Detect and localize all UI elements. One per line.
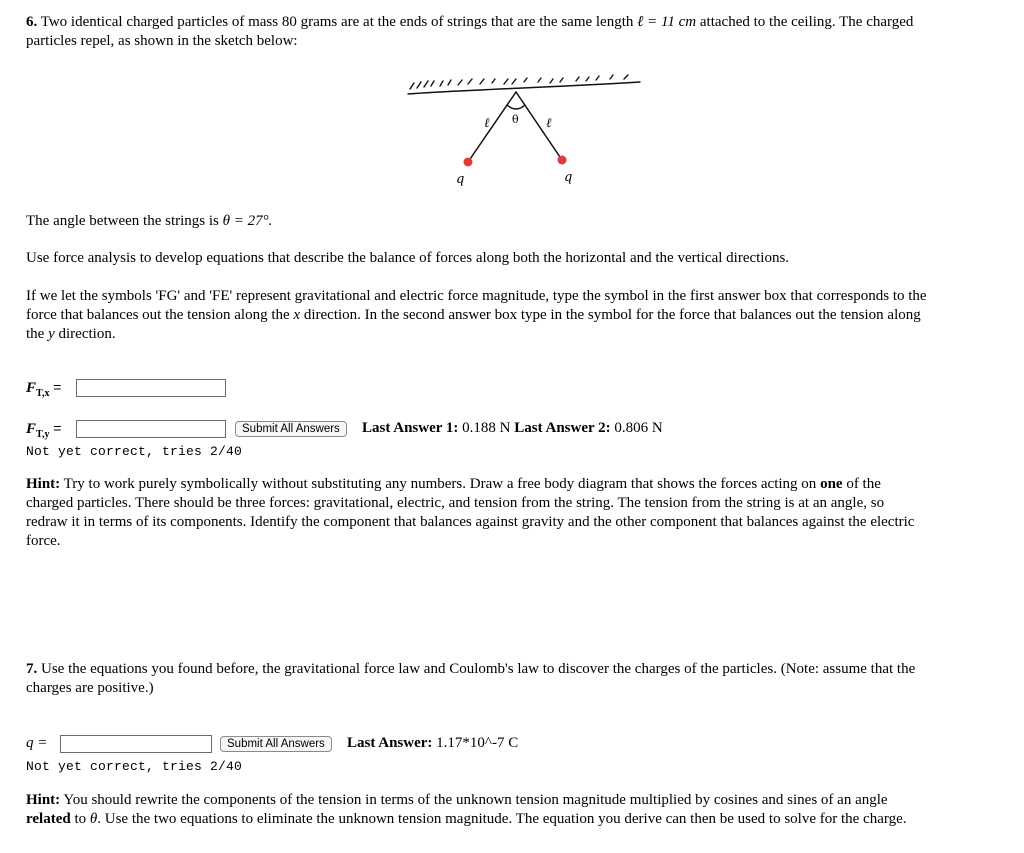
label-ftx-eq: = xyxy=(53,379,62,395)
q6-submit-button[interactable]: Submit All Answers xyxy=(235,421,347,437)
q7-status: Not yet correct, tries 2/40 xyxy=(26,759,243,774)
q6-intro-tail: attached to the ceiling. The charged xyxy=(699,14,914,30)
q7-hint-label: Hint: xyxy=(26,792,61,808)
fty-answer-input[interactable] xyxy=(76,420,226,438)
left-string xyxy=(468,92,516,162)
label-q: q = xyxy=(26,735,48,751)
instructions-line2a: force that balances out the tension along the xyxy=(26,307,290,323)
q6-hint-4: force. xyxy=(26,533,61,549)
label-fty-eq: = xyxy=(53,420,62,436)
angle-statement xyxy=(26,212,272,231)
q6-intro-line2: particles repel, as shown in the sketch below: xyxy=(26,33,298,49)
q7-last-answer xyxy=(347,734,518,753)
q7-number: 7. xyxy=(26,661,38,677)
q-answer-input[interactable] xyxy=(60,735,212,753)
q7-hint-2a: to xyxy=(74,811,87,827)
label-fty xyxy=(26,420,61,440)
q6-status: Not yet correct, tries 2/40 xyxy=(26,444,243,459)
q7-hint-related: related xyxy=(26,811,71,827)
label-ftx xyxy=(26,379,61,399)
label-ell-left: ℓ xyxy=(484,116,490,131)
q6-hint-label: Hint: xyxy=(26,476,61,492)
angle-text: The angle between the strings is xyxy=(26,213,219,229)
right-string xyxy=(516,92,562,160)
q7-last-answer-label: Last Answer: xyxy=(347,735,433,751)
q7-hint-theta: θ xyxy=(89,811,98,827)
angle-arc xyxy=(507,105,525,109)
q6-hint-1b: of the xyxy=(846,476,881,492)
instructions-line2b: direction. In the second answer box type in the symbol for the force that balances out the tension along xyxy=(303,307,921,323)
label-ftx-f: F xyxy=(26,380,37,396)
q6-intro-text: Two identical charged particles of mass 80 grams are at the ends of strings that are the same length xyxy=(40,14,634,30)
label-ell-right: ℓ xyxy=(546,116,552,131)
label-fty-sub: T,y xyxy=(36,429,50,440)
pendulum-sketch xyxy=(400,70,650,195)
last-answer-1-label: Last Answer 1: xyxy=(362,420,459,436)
last-answer-2-label: Last Answer 2: xyxy=(514,420,611,436)
instructions-y: y xyxy=(48,326,55,342)
q6-hint xyxy=(26,475,1021,551)
ceiling xyxy=(408,75,640,94)
q6-hint-1a: Try to work purely symbolically without substituting any numbers. Draw a free body diagram that shows the forces acting on xyxy=(63,476,817,492)
force-analysis-text: Use force analysis to develop equations that describe the balance of forces along both the horizontal and the vertical directions. xyxy=(26,250,790,266)
label-fty-f: F xyxy=(26,421,37,437)
left-charge xyxy=(464,158,473,167)
instructions-line3a: the xyxy=(26,326,45,342)
instructions-line1: If we let the symbols 'FG' and 'FE' represent gravitational and electric force magnitude, type the symbol in the first answer box that corresponds to the xyxy=(26,288,927,304)
q6-hint-one: one xyxy=(820,476,843,492)
q7-intro xyxy=(26,660,1021,698)
instructions-x: x xyxy=(293,307,301,323)
angle-value: θ = 27°. xyxy=(222,213,273,229)
q6-ell-value: ℓ = 11 cm xyxy=(637,14,697,30)
q6-number: 6. xyxy=(26,14,38,30)
q7-last-answer-value: 1.17*10^-7 C xyxy=(436,735,519,751)
label-q-left: q xyxy=(456,172,465,187)
q6-instructions xyxy=(26,287,1022,344)
label-ftx-sub: T,x xyxy=(36,388,50,399)
q7-text-2: charges are positive.) xyxy=(26,680,154,696)
right-charge xyxy=(558,156,567,165)
last-answer-1-value: 0.188 N xyxy=(462,420,511,436)
q6-hint-3: redraw it in terms of its components. Identify the component that balances against gravity and the other component that balances against the electric xyxy=(26,514,915,530)
label-theta: θ xyxy=(512,113,519,126)
q6-intro xyxy=(26,13,1021,51)
q7-submit-button[interactable]: Submit All Answers xyxy=(220,736,332,752)
q6-last-answers xyxy=(362,419,663,438)
label-q-right: q xyxy=(564,170,573,185)
last-answer-2-value: 0.806 N xyxy=(614,420,663,436)
q7-hint-2b: . Use the two equations to eliminate the unknown tension magnitude. The equation you derive can then be used to solve for the charge. xyxy=(97,811,907,827)
q6-hint-2: charged particles. There should be three forces: gravitational, electric, and tension from the string. The tension from the string is at an angle, so xyxy=(26,495,885,511)
q7-hint xyxy=(26,791,1021,829)
q7-text-1: Use the equations you found before, the gravitational force law and Coulomb's law to discover the charges of the particles. (Note: assume that the xyxy=(41,661,916,677)
ftx-answer-input[interactable] xyxy=(76,379,226,397)
q7-hint-1: You should rewrite the components of the tension in terms of the unknown tension magnitude multiplied by cosines and sines of an angle xyxy=(63,792,888,808)
instructions-line3b: direction. xyxy=(58,326,116,342)
